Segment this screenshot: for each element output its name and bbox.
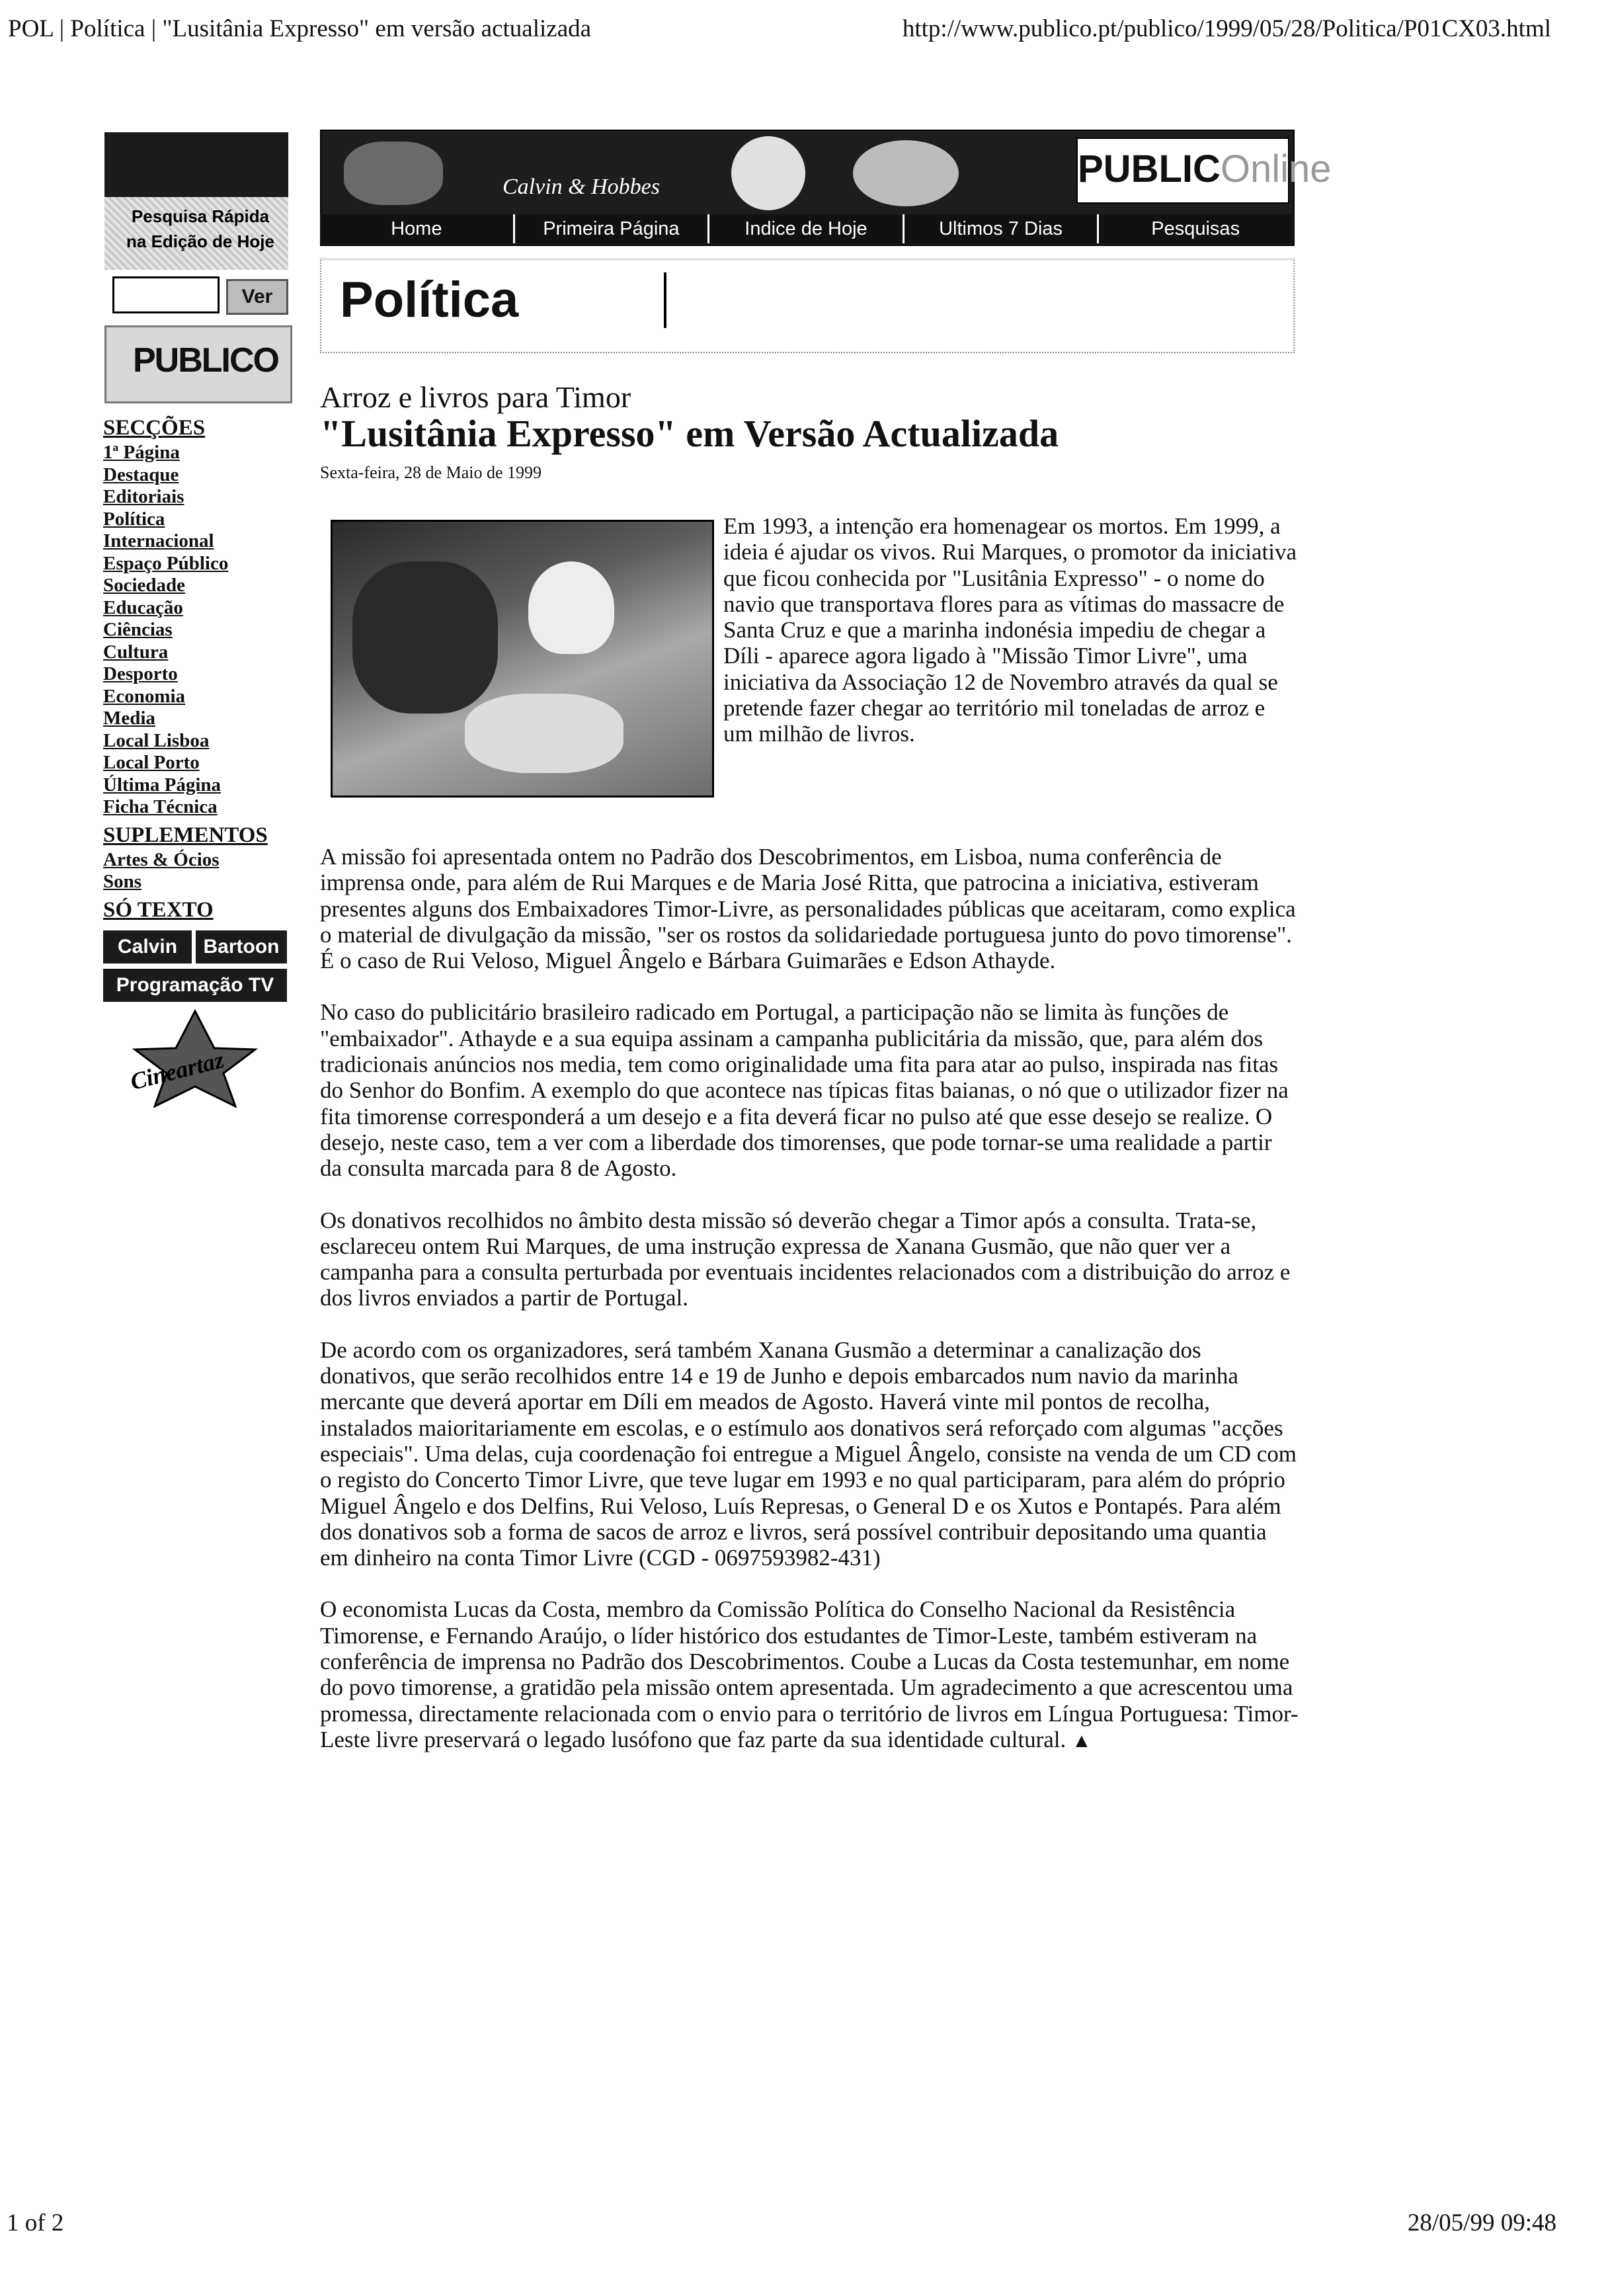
sidebar-item-economia[interactable]: Economia xyxy=(103,685,186,707)
sidebar-item-1a-pagina[interactable]: 1ª Página xyxy=(103,442,180,463)
article-date: Sexta-feira, 28 de Maio de 1999 xyxy=(320,463,542,482)
sidebar-item-local-porto[interactable]: Local Porto xyxy=(103,752,200,773)
sidebar-item-local-lisboa[interactable]: Local Lisboa xyxy=(103,729,210,751)
logo-suffix-text: Online xyxy=(1220,147,1332,190)
article-headline: "Lusitânia Expresso" em Versão Actualizada xyxy=(320,412,1059,455)
programacao-tv-button[interactable]: Programação TV xyxy=(103,969,287,1002)
nav-indice-de-hoje[interactable]: Indice de Hoje xyxy=(707,214,903,243)
publico-sidebar-logo[interactable] xyxy=(104,325,292,403)
quick-search-button[interactable]: Ver xyxy=(226,279,288,315)
logo-main-text: PUBLIC xyxy=(1078,147,1221,190)
sidebar-item-ultima-pagina[interactable]: Última Página xyxy=(103,774,221,796)
article-paragraph-4: De acordo com os organizadores, será também Xanana Gusmão a determinar a canalização dos donativos, que serão recolhidos entre 14 e 19 de Junho e depois embarcados num navio da marinha mercante que deverá aportar em Díli em meados de Agosto. Haverá vinte mil pontos de recolha, instalados maioritariamente em escolas, e o estímulo aos donativos será reforçado com algumas "acções especiais". Uma delas, cuja coordenação foi entregue a Miguel Ângelo, consiste na venda de um CD com o registo do Concerto Timor Livre, que teve lugar em 1993 e no qual participaram, para além do próprio Miguel Ângelo e dos Delfins, Rui Veloso, Luís Represas, o General D e os Xutos e Pontapés. Para além dos donativos sob a forma de sacos de arroz e livros, será possível contribuir depositando uma quantia em dinheiro na conta Timor Livre (CGD - 0697593982-431) xyxy=(320,1336,1297,1571)
sidebar-item-sociedade[interactable]: Sociedade xyxy=(103,575,186,596)
calvin-hobbes-logo[interactable]: Calvin & Hobbes xyxy=(502,175,660,199)
sidebar-item-desporto[interactable]: Desporto xyxy=(103,663,178,684)
cineartaz-badge[interactable] xyxy=(103,1008,287,1108)
article-kicker: Arroz e livros para Timor xyxy=(320,380,631,414)
sidebar-item-espaco-publico[interactable]: Espaço Público xyxy=(103,552,229,574)
article-body xyxy=(320,844,1299,1780)
supplements-header[interactable]: SUPLEMENTOS xyxy=(103,823,268,847)
print-page-title: POL | Política | "Lusitânia Expresso" em versão actualizada xyxy=(8,15,592,42)
sidebar-item-educacao[interactable]: Educação xyxy=(103,596,183,618)
article-paragraph-1: A missão foi apresentada ontem no Padrão dos Descobrimentos, em Lisboa, numa conferência de imprensa onde, para além de Rui Marques e de Maria José Ritta, que patrocina a iniciativa, estiveram presentes alguns dos Embaixadores Timor-Livre, as personalidades públicas que aceitaram, como explica o material de divulgação da missão, "ser os rostos da solidariedade portuguesa junto do povo timorense". É o caso de Rui Veloso, Miguel Ângelo e Bárbara Guimarães e Edson Athayde. xyxy=(320,844,1296,974)
print-page-number: 1 of 2 xyxy=(7,2209,64,2236)
calvin-button[interactable]: Calvin xyxy=(103,930,192,964)
sidebar-item-media[interactable]: Media xyxy=(103,708,155,729)
nav-ultimos-7-dias[interactable]: Ultimos 7 Dias xyxy=(903,214,1098,243)
sections-header[interactable]: SECÇÕES xyxy=(103,416,206,440)
section-divider xyxy=(664,272,666,328)
sidebar-item-ficha-tecnica[interactable]: Ficha Técnica xyxy=(103,796,218,817)
cineartaz-label: Cineartaz xyxy=(128,1046,227,1095)
print-datetime: 28/05/99 09:48 xyxy=(1407,2209,1556,2236)
photo-person xyxy=(528,561,614,654)
sidebar-header-graphic xyxy=(104,132,288,197)
top-navigation-bar xyxy=(320,214,1292,243)
bartoon-button[interactable]: Bartoon xyxy=(196,930,287,964)
article-paragraph-3: Os donativos recolhidos no âmbito desta missão só deverão chegar a Timor após a consulta. Trata-se, esclareceu ontem Rui Marques, de uma instrução expressa de Xanana Gusmão, que não quer ver a campanha para a consulta perturbada por eventuais incidentes relacionados com a distribuição do arroz e dos livros enviados a partir de Portugal. xyxy=(320,1207,1291,1311)
photo-crowd xyxy=(352,561,498,714)
sidebar-navigation xyxy=(103,411,302,1108)
article-paragraph-2: No caso do publicitário brasileiro radicado em Portugal, a participação não se limita às funções de "embaixador". Athayde e a sua equipa assinam a campanha publicitária da missão, que, para além dos tradicionais anúncios nos media, tem como originalidade uma fita para atar ao pulso, inspirada nas fitas do Senhor do Bonfim. A exemplo do que acontece nas típicas fitas baianas, o nó que o utilizador fizer na fita timorense corresponderá a um desejo e a fita deverá ficar no pulso até que esse desejo se realize. O desejo, neste caso, tem a ver com a liberdade dos timorenses, que pode tornar-se uma realidade a partir da consulta marcada para 8 de Agosto. xyxy=(320,999,1289,1182)
quick-search-banner xyxy=(104,197,288,270)
nav-primeira-pagina[interactable]: Primeira Página xyxy=(513,214,708,243)
quick-search-input[interactable] xyxy=(112,276,220,313)
article-paragraph-5: O economista Lucas da Costa, membro da Comissão Política do Conselho Nacional da Resistência Timorense, e Fernando Araújo, o líder histórico dos estudantes de Timor-Leste, também estiveram na conferência de imprensa no Padrão dos Descobrimentos. Coube a Lucas da Costa testemunhar, em nome do povo timorense, a gratidão pela missão ontem apresentada. Um agradecimento a que acrescentou uma promessa, directamente relacionada com o envio para o território de livros em Língua Portuguesa: Timor-Leste livre preservará o legado lusófono que faz parte da sua identidade cultural. xyxy=(320,1596,1299,1752)
photo-flowers xyxy=(465,694,623,773)
article-photo xyxy=(331,520,714,798)
publico-sidebar-logo-text: PUBLICO xyxy=(133,341,278,380)
sidebar-item-sons[interactable]: Sons xyxy=(103,871,142,892)
quick-search-line-1: Pesquisa Rápida xyxy=(131,206,270,226)
clown-mascot-image xyxy=(731,136,805,210)
publico-online-logo[interactable] xyxy=(1076,138,1332,204)
quick-search-line-2: na Edição de Hoje xyxy=(126,231,274,251)
cartoon-figure-left xyxy=(344,142,443,205)
sidebar-item-cultura[interactable]: Cultura xyxy=(103,641,169,663)
sidebar-item-politica[interactable]: Política xyxy=(103,508,165,530)
sidebar-item-editoriais[interactable]: Editoriais xyxy=(103,486,184,507)
sidebar-item-internacional[interactable]: Internacional xyxy=(103,530,214,552)
cartoon-figure-right xyxy=(853,140,959,206)
print-url: http://www.publico.pt/publico/1999/05/28/Politica/P01CX03.html xyxy=(902,15,1551,42)
end-triangle-icon: ▲ xyxy=(1072,1729,1092,1752)
sidebar-item-ciencias[interactable]: Ciências xyxy=(103,619,173,640)
text-only-link[interactable]: SÓ TEXTO xyxy=(103,897,214,922)
nav-home[interactable]: Home xyxy=(391,218,442,239)
article-lead: Em 1993, a intenção era homenagear os mortos. Em 1999, a ideia é ajudar os vivos. Rui Marques, o promotor da iniciativa que ficou conhecida por "Lusitânia Expresso" - o nome do navio que transportava flores para as vítimas do massacre de Santa Cruz e que a marinha indonésia impediu de chegar a Díli - aparece agora ligado à "Missão Timor Livre", uma iniciativa da Associação 12 de Novembro através da qual se pretende fazer chegar ao território mil toneladas de arroz e um milhão de livros. xyxy=(723,513,1297,747)
nav-pesquisas[interactable]: Pesquisas xyxy=(1097,214,1292,243)
section-title: Política xyxy=(340,272,519,328)
sidebar-item-destaque[interactable]: Destaque xyxy=(103,464,179,485)
sidebar-item-artes-ocios[interactable]: Artes & Ócios xyxy=(103,848,220,870)
